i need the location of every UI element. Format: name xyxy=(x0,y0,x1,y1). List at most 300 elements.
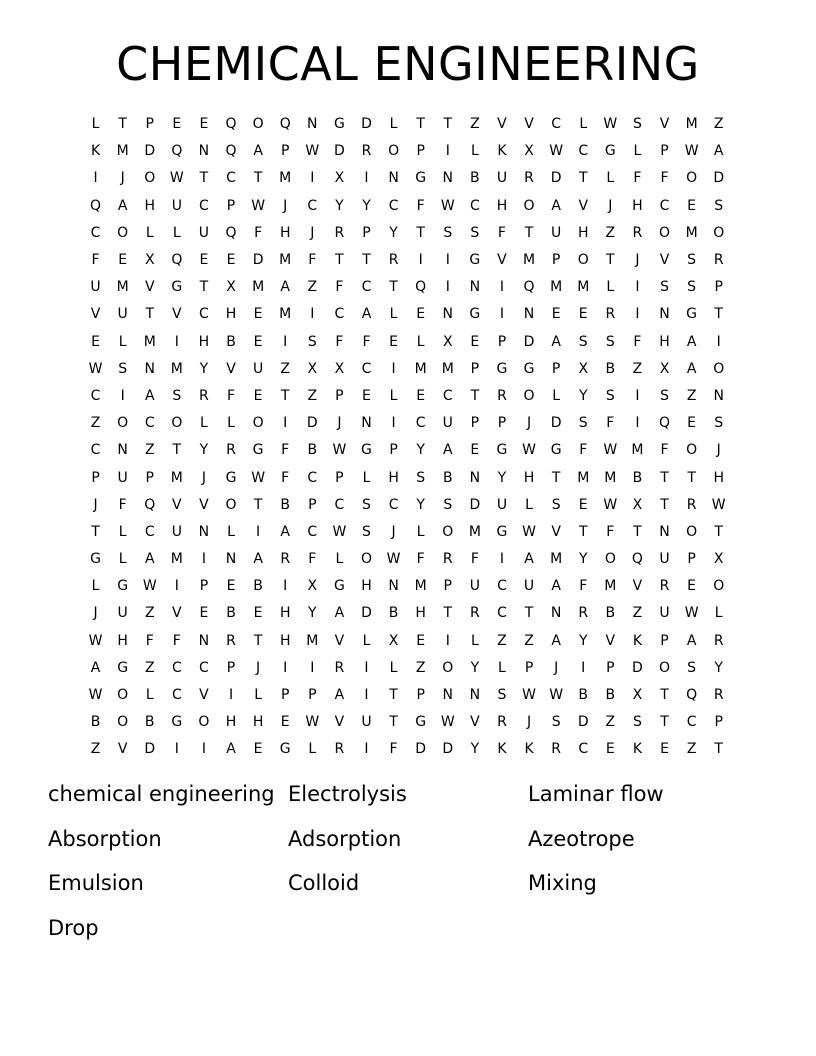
grid-letter: V xyxy=(551,523,561,540)
grid-letter: B xyxy=(442,469,453,486)
grid-letter: P xyxy=(416,687,425,704)
grid-letter: P xyxy=(416,143,425,160)
grid-letter: T xyxy=(443,116,453,133)
grid-letter: C xyxy=(199,659,209,676)
grid-letter: Y xyxy=(335,197,344,214)
grid-row xyxy=(82,193,732,220)
grid-letter: N xyxy=(659,306,670,323)
grid-letter: A xyxy=(686,360,697,377)
grid-letter: B xyxy=(605,360,616,377)
grid-letter: L xyxy=(91,116,100,133)
grid-letter: J xyxy=(256,659,261,676)
grid-letter: L xyxy=(118,551,127,568)
grid-letter: H xyxy=(252,714,264,731)
grid-letter: W xyxy=(251,197,266,214)
grid-letter: Z xyxy=(307,387,318,404)
grid-letter: D xyxy=(550,415,562,432)
grid-letter: N xyxy=(144,360,155,377)
grid-letter: V xyxy=(632,578,643,595)
grid-letter: S xyxy=(443,224,453,241)
grid-letter: S xyxy=(551,496,561,513)
grid-letter: J xyxy=(608,197,613,214)
grid-letter: S xyxy=(660,279,669,296)
grid-letter: T xyxy=(91,523,100,540)
grid-letter: C xyxy=(361,360,372,377)
grid-letter: J xyxy=(716,442,721,459)
grid-letter: S xyxy=(443,496,453,513)
grid-letter: F xyxy=(470,551,479,568)
grid-letter: W xyxy=(603,116,618,133)
grid-letter: C xyxy=(497,605,507,622)
grid-letter: I xyxy=(93,170,98,187)
grid-letter: R xyxy=(713,687,724,704)
grid-letter: F xyxy=(281,442,290,459)
grid-letter: A xyxy=(280,279,290,296)
grid-letter: O xyxy=(523,197,535,214)
grid-letter: Y xyxy=(199,442,209,459)
grid-letter: G xyxy=(333,578,345,595)
grid-letter: I xyxy=(716,333,721,350)
grid-letter: Z xyxy=(632,360,643,377)
grid-letter: E xyxy=(578,496,588,513)
grid-letter: V xyxy=(117,741,128,758)
grid-letter: P xyxy=(660,143,669,160)
grid-letter: E xyxy=(280,714,290,731)
grid-letter: C xyxy=(415,415,426,432)
word-list-item: Electrolysis xyxy=(288,782,407,806)
grid-row xyxy=(82,138,732,165)
grid-letter: L xyxy=(606,279,615,296)
word-list-item: Emulsion xyxy=(48,871,144,896)
grid-letter: X xyxy=(334,170,345,187)
grid-letter: U xyxy=(252,360,264,377)
grid-letter: X xyxy=(713,551,724,568)
grid-letter: N xyxy=(307,116,318,133)
grid-letter: W xyxy=(603,496,618,513)
grid-letter: A xyxy=(334,605,345,622)
grid-letter: M xyxy=(685,224,698,241)
grid-row xyxy=(82,573,732,600)
grid-letter: I xyxy=(391,415,396,432)
grid-letter: U xyxy=(659,551,670,568)
grid-letter: Z xyxy=(415,659,426,676)
grid-letter: V xyxy=(172,306,182,323)
grid-letter: P xyxy=(226,197,236,214)
grid-letter: X xyxy=(144,252,155,269)
grid-letter: T xyxy=(443,605,453,622)
grid-letter: H xyxy=(632,197,643,214)
grid-letter: U xyxy=(171,523,182,540)
grid-letter: P xyxy=(687,551,696,568)
grid-letter: Q xyxy=(415,279,427,296)
grid-letter: S xyxy=(687,252,697,269)
grid-letter: X xyxy=(307,578,318,595)
grid-letter: L xyxy=(145,224,154,241)
grid-letter: E xyxy=(687,415,697,432)
grid-letter: T xyxy=(714,741,723,758)
grid-letter: W xyxy=(142,578,157,595)
grid-letter: U xyxy=(523,578,535,595)
grid-letter: F xyxy=(579,442,588,459)
grid-letter: A xyxy=(686,333,697,350)
grid-letter: W xyxy=(88,632,103,649)
grid-row xyxy=(82,655,732,682)
grid-letter: S xyxy=(362,523,371,540)
grid-letter: I xyxy=(283,415,288,432)
grid-letter: F xyxy=(362,333,371,350)
grid-letter: O xyxy=(523,387,535,404)
grid-letter: I xyxy=(418,252,423,269)
grid-letter: S xyxy=(632,116,642,133)
grid-letter: R xyxy=(226,632,236,649)
grid-row xyxy=(82,111,732,138)
grid-letter: E xyxy=(470,333,480,350)
grid-letter: T xyxy=(660,496,669,513)
grid-letter: M xyxy=(468,523,481,540)
grid-letter: D xyxy=(306,415,318,432)
grid-letter: P xyxy=(226,659,236,676)
grid-letter: G xyxy=(171,714,183,731)
grid-letter: P xyxy=(362,224,371,241)
grid-letter: M xyxy=(523,252,536,269)
grid-letter: E xyxy=(551,306,561,323)
grid-letter: I xyxy=(283,333,288,350)
grid-letter: W xyxy=(522,442,536,459)
grid-letter: H xyxy=(361,578,372,595)
grid-letter: Q xyxy=(631,551,643,568)
grid-row xyxy=(82,709,732,736)
grid-letter: A xyxy=(117,197,128,214)
grid-letter: I xyxy=(120,387,125,404)
grid-letter: G xyxy=(469,252,481,269)
grid-letter: G xyxy=(523,360,535,377)
grid-letter: J xyxy=(526,714,532,731)
grid-letter: J xyxy=(310,224,315,241)
grid-letter: B xyxy=(280,496,290,513)
grid-letter: Z xyxy=(144,605,155,622)
grid-letter: T xyxy=(199,170,209,187)
grid-letter: Y xyxy=(470,659,480,676)
grid-letter: Q xyxy=(279,116,291,133)
grid-letter: H xyxy=(198,333,210,350)
grid-letter: V xyxy=(226,360,236,377)
grid-letter: Y xyxy=(578,551,588,568)
grid-letter: Y xyxy=(362,197,371,214)
grid-letter: D xyxy=(550,170,562,187)
grid-letter: A xyxy=(280,523,290,540)
grid-letter: P xyxy=(660,632,669,649)
grid-letter: L xyxy=(552,387,561,404)
grid-letter: C xyxy=(307,523,318,540)
word-list xyxy=(48,777,768,955)
grid-letter: J xyxy=(93,496,98,513)
grid-letter: G xyxy=(90,551,101,568)
grid-letter: L xyxy=(416,523,425,540)
grid-letter: N xyxy=(469,279,481,296)
grid-letter: Z xyxy=(280,360,290,377)
grid-letter: S xyxy=(632,714,642,731)
grid-letter: E xyxy=(253,605,263,622)
grid-letter: T xyxy=(335,252,344,269)
grid-letter: Y xyxy=(416,496,425,513)
grid-letter: N xyxy=(198,523,210,540)
grid-letter: J xyxy=(391,523,396,540)
grid-letter: S xyxy=(605,333,615,350)
grid-letter: V xyxy=(524,116,534,133)
grid-letter: T xyxy=(660,469,669,486)
grid-letter: Q xyxy=(225,224,237,241)
grid-letter: N xyxy=(469,687,481,704)
grid-letter: X xyxy=(578,360,589,377)
grid-letter: C xyxy=(144,523,155,540)
grid-letter: A xyxy=(253,143,263,160)
grid-letter: P xyxy=(470,415,480,432)
grid-letter: M xyxy=(631,442,644,459)
grid-letter: R xyxy=(578,605,589,622)
grid-letter: U xyxy=(117,469,128,486)
grid-letter: L xyxy=(606,170,615,187)
grid-letter: K xyxy=(497,741,507,758)
grid-letter: I xyxy=(364,659,369,676)
grid-letter: O xyxy=(686,170,698,187)
grid-letter: L xyxy=(172,224,181,241)
grid-letter: E xyxy=(91,333,100,350)
grid-letter: Z xyxy=(90,741,101,758)
grid-letter: G xyxy=(333,116,345,133)
grid-letter: G xyxy=(686,306,698,323)
grid-letter: C xyxy=(144,415,155,432)
grid-letter: S xyxy=(470,224,480,241)
grid-letter: V xyxy=(497,252,507,269)
grid-letter: F xyxy=(335,333,344,350)
grid-letter: F xyxy=(579,578,588,595)
grid-letter: W xyxy=(440,197,455,214)
grid-letter: I xyxy=(310,306,315,323)
grid-letter: J xyxy=(526,415,532,432)
grid-letter: H xyxy=(225,306,237,323)
grid-letter: Q xyxy=(225,143,237,160)
grid-letter: H xyxy=(144,197,155,214)
grid-letter: U xyxy=(551,224,562,241)
grid-letter: I xyxy=(391,360,396,377)
grid-letter: D xyxy=(144,143,156,160)
grid-letter: X xyxy=(442,333,453,350)
grid-letter: O xyxy=(144,170,156,187)
grid-letter: B xyxy=(226,333,236,350)
grid-letter: I xyxy=(174,741,179,758)
grid-letter: T xyxy=(524,605,534,622)
grid-letter: Z xyxy=(524,632,534,649)
grid-letter: F xyxy=(335,279,344,296)
grid-letter: W xyxy=(88,360,103,377)
grid-letter: Q xyxy=(171,143,183,160)
grid-letter: K xyxy=(524,741,534,758)
grid-letter: V xyxy=(144,279,155,296)
grid-letter: E xyxy=(199,252,209,269)
grid-letter: Z xyxy=(686,741,697,758)
grid-letter: S xyxy=(714,415,724,432)
grid-row xyxy=(82,464,732,491)
grid-letter: N xyxy=(713,387,724,404)
grid-letter: J xyxy=(283,197,288,214)
grid-letter: W xyxy=(332,523,347,540)
grid-letter: S xyxy=(605,387,615,404)
grid-letter: V xyxy=(659,116,670,133)
grid-letter: L xyxy=(200,415,208,432)
grid-letter: W xyxy=(603,442,618,459)
grid-letter: A xyxy=(551,632,561,649)
grid-letter: L xyxy=(227,415,235,432)
grid-letter: S xyxy=(578,333,588,350)
grid-letter: C xyxy=(578,741,589,758)
grid-letter: T xyxy=(362,252,371,269)
grid-letter: G xyxy=(361,442,372,459)
grid-letter: T xyxy=(253,170,263,187)
grid-letter: D xyxy=(361,605,372,622)
grid-letter: P xyxy=(443,578,452,595)
grid-letter: F xyxy=(91,252,100,269)
grid-letter: F xyxy=(497,224,506,241)
grid-letter: E xyxy=(660,741,669,758)
grid-letter: C xyxy=(334,306,345,323)
grid-letter: D xyxy=(252,252,264,269)
grid-letter: T xyxy=(714,523,723,540)
grid-row xyxy=(82,519,732,546)
grid-letter: Y xyxy=(199,360,209,377)
grid-letter: Q xyxy=(171,252,183,269)
grid-letter: Q xyxy=(686,687,698,704)
grid-letter: A xyxy=(144,387,155,404)
grid-letter: P xyxy=(551,360,561,377)
grid-letter: C xyxy=(199,197,209,214)
grid-letter: Z xyxy=(605,224,616,241)
grid-letter: C xyxy=(226,170,236,187)
grid-letter: H xyxy=(659,333,670,350)
grid-letter: W xyxy=(711,496,726,513)
grid-letter: X xyxy=(307,360,318,377)
grid-letter: X xyxy=(659,360,670,377)
grid-letter: J xyxy=(635,252,640,269)
grid-letter: A xyxy=(226,741,236,758)
grid-letter: E xyxy=(416,387,426,404)
grid-letter: K xyxy=(632,632,643,649)
grid-row xyxy=(82,247,732,274)
grid-letter: H xyxy=(225,714,237,731)
grid-letter: O xyxy=(604,551,616,568)
grid-letter: M xyxy=(170,360,183,377)
grid-letter: I xyxy=(364,741,369,758)
grid-letter: C xyxy=(307,197,318,214)
grid-letter: O xyxy=(117,415,129,432)
grid-letter: M xyxy=(143,333,156,350)
grid-letter: U xyxy=(198,224,210,241)
grid-letter: W xyxy=(88,687,103,704)
grid-letter: M xyxy=(170,469,183,486)
grid-letter: T xyxy=(199,279,209,296)
grid-letter: B xyxy=(578,687,589,704)
grid-letter: L xyxy=(389,659,398,676)
word-list-item: Adsorption xyxy=(288,826,402,851)
grid-letter: P xyxy=(280,687,290,704)
grid-letter: U xyxy=(496,170,508,187)
grid-letter: I xyxy=(499,279,505,296)
grid-letter: V xyxy=(172,605,182,622)
grid-letter: C xyxy=(199,306,209,323)
grid-letter: N xyxy=(388,170,399,187)
grid-letter: T xyxy=(714,306,723,323)
grid-letter: P xyxy=(280,143,290,160)
grid-letter: A xyxy=(551,578,561,595)
grid-letter: T xyxy=(172,442,182,459)
grid-letter: F xyxy=(416,197,425,214)
grid-letter: D xyxy=(469,496,481,513)
grid-letter: Z xyxy=(470,116,480,133)
grid-letter: F xyxy=(308,252,317,269)
grid-letter: S xyxy=(687,279,697,296)
grid-letter: H xyxy=(388,469,399,486)
grid-letter: W xyxy=(684,605,699,622)
grid-letter: A xyxy=(442,442,453,459)
grid-letter: F xyxy=(254,224,263,241)
grid-letter: R xyxy=(469,605,480,622)
grid-letter: O xyxy=(117,714,129,731)
grid-letter: E xyxy=(605,741,615,758)
grid-letter: X xyxy=(388,632,399,649)
grid-letter: H xyxy=(279,605,291,622)
grid-letter: T xyxy=(253,496,263,513)
grid-letter: L xyxy=(362,632,371,649)
grid-letter: Z xyxy=(605,714,616,731)
grid-letter: W xyxy=(522,687,536,704)
grid-letter: R xyxy=(388,252,399,269)
grid-letter: L xyxy=(633,143,642,160)
grid-letter: M xyxy=(279,170,292,187)
grid-letter: C xyxy=(334,496,345,513)
grid-letter: C xyxy=(361,279,372,296)
grid-letter: C xyxy=(307,469,318,486)
grid-letter: A xyxy=(361,306,372,323)
grid-letter: B xyxy=(307,442,318,459)
grid-letter: R xyxy=(199,387,209,404)
grid-row xyxy=(82,356,732,383)
grid-letter: O xyxy=(659,224,671,241)
grid-letter: T xyxy=(687,469,696,486)
grid-letter: C xyxy=(442,387,453,404)
grid-letter: O xyxy=(388,143,400,160)
grid-letter: O xyxy=(686,523,698,540)
grid-letter: F xyxy=(226,387,236,404)
grid-letter: W xyxy=(332,442,347,459)
grid-letter: B xyxy=(605,605,616,622)
grid-letter: C xyxy=(171,687,182,704)
grid-letter: L xyxy=(498,659,506,676)
grid-letter: E xyxy=(470,442,480,459)
grid-letter: M xyxy=(170,551,183,568)
grid-letter: N xyxy=(361,415,372,432)
grid-letter: U xyxy=(442,415,453,432)
grid-letter: S xyxy=(687,659,697,676)
grid-letter: I xyxy=(283,578,288,595)
grid-letter: E xyxy=(578,306,588,323)
grid-letter: G xyxy=(496,523,508,540)
grid-letter: Y xyxy=(470,741,480,758)
grid-letter: Y xyxy=(714,659,723,676)
grid-letter: O xyxy=(252,116,264,133)
grid-row xyxy=(82,165,732,192)
grid-letter: D xyxy=(415,741,427,758)
grid-letter: T xyxy=(606,252,615,269)
grid-letter: J xyxy=(93,605,98,622)
